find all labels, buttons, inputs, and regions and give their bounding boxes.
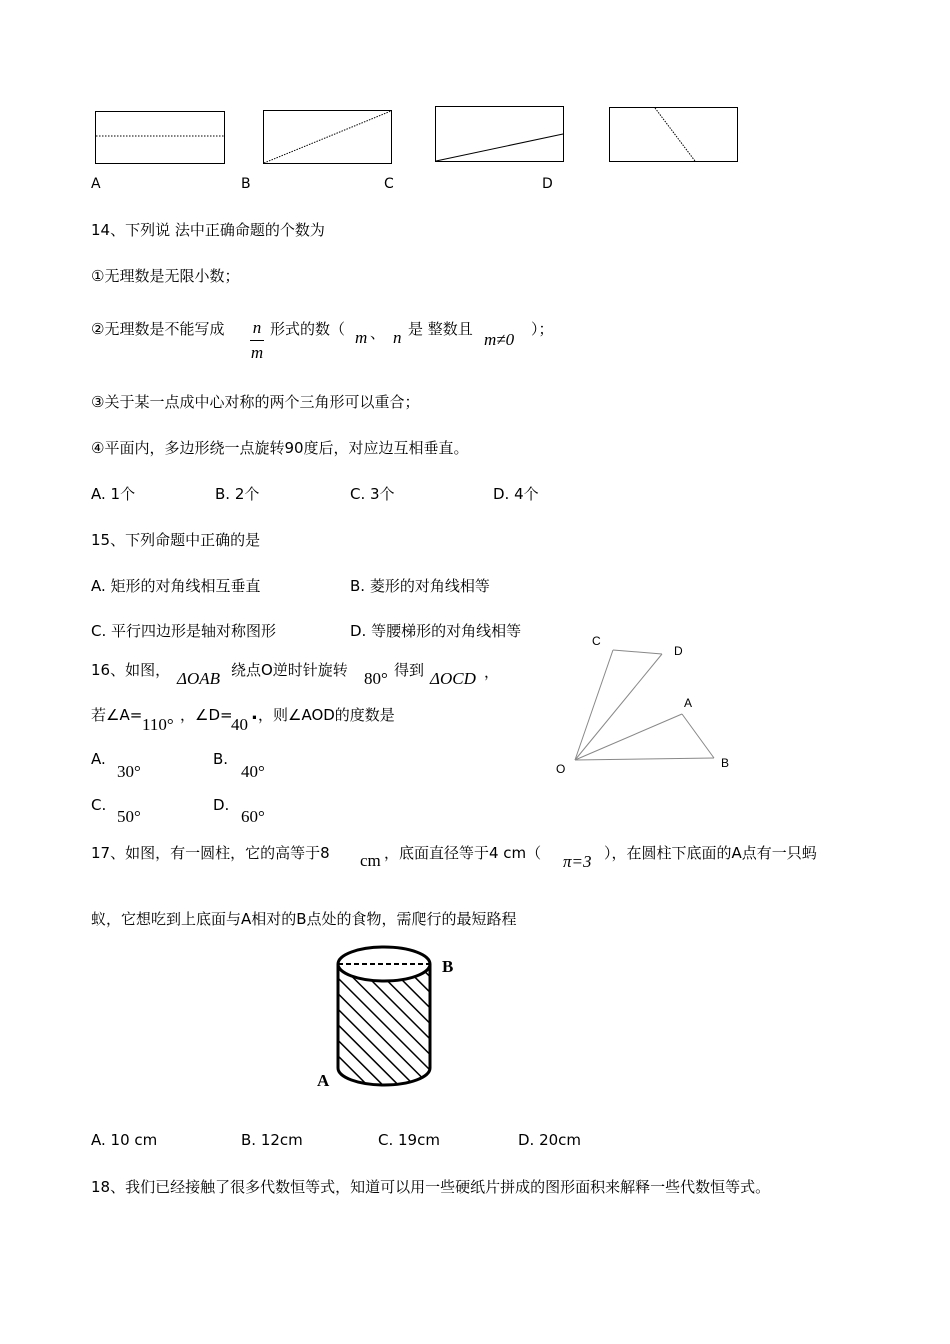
- q14-statement-2-a: ②无理数是不能写成: [91, 320, 225, 338]
- q16-option-b-letter: B.: [213, 750, 229, 768]
- q15-stem: 15、下列命题中正确的是: [91, 531, 261, 549]
- q17-option-c: C. 19cm: [378, 1131, 440, 1149]
- q14-option-b: B. 2个: [215, 485, 260, 503]
- q17-line1-c: ），在圆柱下底面的A点有一只蚂: [604, 844, 817, 862]
- q15-option-c: C. 平行四边形是轴对称图形: [91, 622, 277, 640]
- q16-label-c: C: [592, 634, 601, 648]
- q16-rotation-figure: [550, 630, 750, 790]
- q17-label-a: A: [317, 1071, 330, 1090]
- q16-rotation-angle: 80°: [364, 669, 388, 688]
- q17-line1-b: ，底面直径等于4 cm（: [384, 844, 542, 862]
- q16-option-d-value: 60°: [241, 807, 265, 826]
- q16-line2-c: ，则∠AOD的度数是: [258, 706, 395, 724]
- q16-angle-d-value: 40: [231, 715, 248, 734]
- q15-option-b: B. 菱形的对角线相等: [350, 577, 490, 595]
- q17-line2: 蚁，它想吃到上底面与A相对的B点处的食物，需爬行的最短路程: [91, 910, 517, 928]
- q16-triangle-ocd: ΔOCD: [430, 669, 476, 688]
- q14-option-c: C. 3个: [350, 485, 395, 503]
- q14-statement-2-d: ）；: [531, 320, 554, 338]
- q14-statement-2-b: 形式的数（: [270, 320, 346, 338]
- q14-var-n: n: [393, 328, 402, 347]
- q16-label-b: B: [721, 756, 730, 770]
- q13-figure-c: [435, 106, 567, 164]
- q16-stem-a: 16、如图，: [91, 661, 171, 679]
- q16-dot: .: [251, 703, 258, 724]
- q16-option-c-letter: C.: [91, 796, 107, 814]
- q16-line2-a: 若∠A=: [91, 706, 143, 724]
- q14-statement-3: ③关于某一点成中心对称的两个三角形可以重合；: [91, 393, 420, 411]
- q13-figure-b: [263, 110, 395, 166]
- q16-option-a-value: 30°: [117, 762, 141, 781]
- q13-label-c: C: [384, 176, 394, 192]
- q13-figure-a: [95, 111, 227, 167]
- q17-cylinder-figure: [330, 940, 450, 1100]
- q14-statement-4: ④平面内，多边形绕一点旋转90度后，对应边互相垂直。: [91, 439, 469, 457]
- q14-fraction: [245, 318, 269, 363]
- q16-label-d: D: [674, 644, 683, 658]
- q16-option-a-letter: A.: [91, 750, 106, 768]
- q16-triangle-oab: ΔOAB: [177, 669, 221, 688]
- q13-label-a: A: [91, 176, 101, 192]
- q15-option-d: D. 等腰梯形的对角线相等: [350, 622, 522, 640]
- q14-stem: 14、下列说 法中正确命题的个数为: [91, 221, 325, 239]
- q13-label-b: B: [241, 176, 251, 192]
- q17-option-a: A. 10 cm: [91, 1131, 158, 1149]
- q14-statement-2-c: 是 整数且: [408, 320, 473, 338]
- q17-option-d: D. 20cm: [518, 1131, 582, 1149]
- q14-option-d: D. 4个: [493, 485, 539, 503]
- q14-statement-1: ①无理数是无限小数；: [91, 267, 240, 285]
- q14-option-a: A. 1个: [91, 485, 136, 503]
- q16-line2-b: ，∠D=: [180, 706, 233, 724]
- q17-unit: cm: [360, 851, 381, 870]
- q16-option-d-letter: D.: [213, 796, 230, 814]
- q17-label-b: B: [442, 957, 454, 976]
- q16-option-c-value: 50°: [117, 807, 141, 826]
- q16-angle-a-value: 110°: [142, 715, 174, 734]
- q16-label-o: O: [556, 762, 566, 776]
- q14-separator: 、: [370, 324, 386, 342]
- q17-line1-a: 17、如图，有一圆柱，它的高等于8: [91, 844, 330, 862]
- q14-fraction-numerator: n: [252, 318, 262, 337]
- q17-pi: π=3: [563, 852, 592, 871]
- q18-stem: 18、我们已经接触了很多代数恒等式，知道可以用一些硬纸片拼成的图形面积来解释一些代数恒等式。: [91, 1178, 771, 1196]
- q16-option-b-value: 40°: [241, 762, 265, 781]
- q14-var-m: m: [355, 328, 368, 347]
- q16-label-a: A: [684, 696, 693, 710]
- q13-figure-d: [609, 107, 741, 165]
- q13-label-d: D: [542, 176, 553, 192]
- q17-option-b: B. 12cm: [241, 1131, 303, 1149]
- q16-stem-b: 绕点O逆时针旋转: [231, 661, 348, 679]
- q14-condition: m≠0: [484, 330, 515, 349]
- q15-option-a: A. 矩形的对角线相互垂直: [91, 577, 261, 595]
- q16-stem-c: 得到: [394, 661, 425, 679]
- q16-stem-d: ，: [484, 663, 500, 681]
- q14-fraction-denominator: m: [250, 343, 264, 362]
